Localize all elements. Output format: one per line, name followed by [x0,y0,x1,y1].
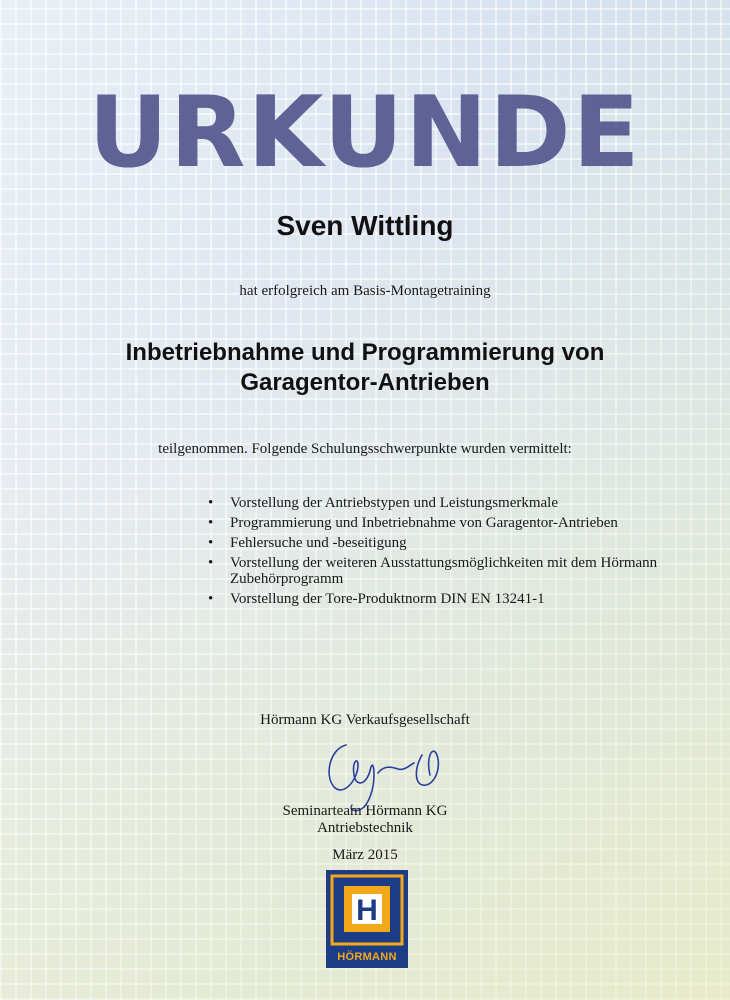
course-title [0,338,730,398]
topic-item: • Vorstellung der Antriebstypen und Leistungsmerkmale [208,495,668,511]
certificate-title: URKUNDE [88,76,642,190]
topic-item: • Fehlersuche und -beseitigung [208,535,668,551]
topic-item: • Vorstellung der weiteren Ausstattungsmöglichkeiten mit dem Hörmann Zubehörprogramm [208,555,668,587]
recipient-name: Sven Wittling [276,210,454,241]
course-title-line-2: Garagentor-Antrieben [240,369,490,396]
hoermann-h-icon [330,874,404,946]
topic-list [208,495,668,611]
seminar-team [0,803,730,837]
logo-text: HÖRMANN [337,951,397,963]
team-line-2: Antriebstechnik [317,820,413,836]
hoermann-logo [326,870,408,968]
followup-line: teilgenommen. Folgende Schulungsschwerpunkte wurden vermittelt: [158,441,572,457]
issuing-company: Hörmann KG Verkaufsgesellschaft [260,712,470,728]
topic-item: • Vorstellung der Tore-Produktnorm DIN EN 13241-1 [208,591,668,607]
intro-line: hat erfolgreich am Basis-Montagetraining [239,283,491,299]
course-title-line-1: Inbetriebnahme und Programmierung von [125,339,605,366]
team-line-1: Seminarteam Hörmann KG [282,803,448,819]
logo-letter: H [356,894,378,927]
topic-item: • Programmierung und Inbetriebnahme von Garagentor-Antrieben [208,515,668,531]
issue-date: März 2015 [332,847,398,863]
